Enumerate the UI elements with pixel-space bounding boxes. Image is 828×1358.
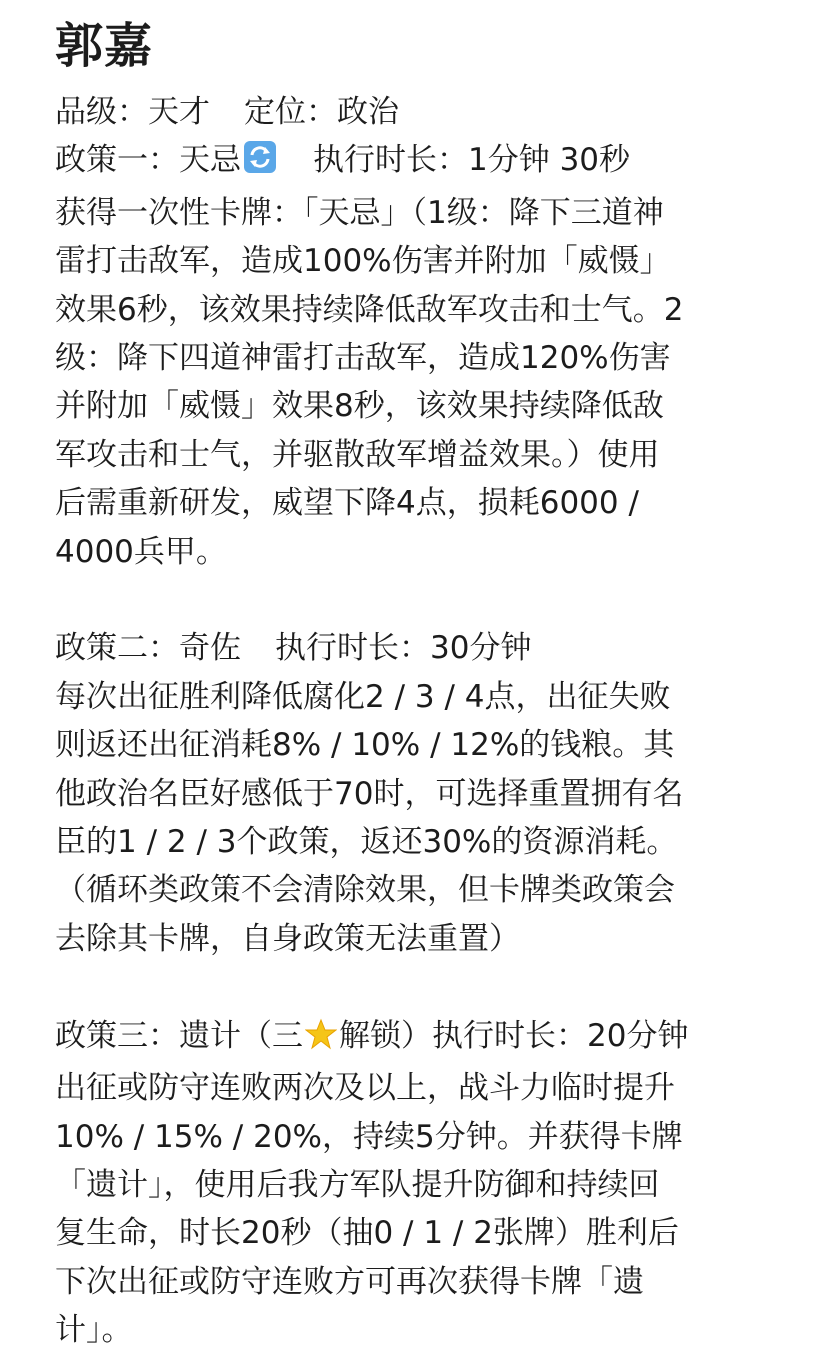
policy1-line: 军攻击和士气，并驱散敌军增益效果。）使用 — [55, 436, 660, 473]
policy2-line: 他政治名臣好感低于70时，可选择重置拥有名 — [55, 775, 684, 812]
page-title: 郭嘉 — [55, 18, 154, 74]
policy3-header — [55, 1012, 798, 1064]
policy1-line: 效果6秒，该效果持续降低敌军攻击和士气。2 — [55, 291, 684, 328]
policy3-line: 10% / 15% / 20%，持续5分钟。并获得卡牌 — [55, 1118, 683, 1155]
policy3-name-prefix: 政策三：遗计（三 — [55, 1017, 303, 1054]
policy2-duration: 执行时长：30分钟 — [275, 630, 532, 667]
grade-text: 品级：天才 — [55, 94, 210, 130]
policy2-name: 政策二：奇佐 — [55, 630, 241, 667]
policy1-line: 雷打击敌军，造成100%伤害并附加「威慑」 — [55, 243, 671, 280]
policy3-name-suffix: 解锁）执行时长：20分钟 — [339, 1017, 689, 1054]
policy1-line: 后需重新研发，威望下降4点，损耗6000 / — [55, 485, 639, 522]
cycle-arrows-icon — [243, 140, 277, 188]
star-icon — [305, 1016, 337, 1064]
position-text: 定位：政治 — [244, 94, 399, 130]
policy2-line: 臣的1 / 2 / 3个政策，返还30%的资源消耗。 — [55, 824, 678, 861]
paragraph-spacer — [55, 963, 798, 1011]
policy1-line: 获得一次性卡牌：「天忌」（1级：降下三道神 — [55, 194, 664, 231]
policy1-duration: 执行时长：1分钟 30秒 — [313, 142, 631, 179]
policy3-line: 出征或防守连败两次及以上，战斗力临时提升 — [55, 1070, 675, 1107]
policy1-line: 4000兵甲。 — [55, 533, 227, 570]
policy1-header — [55, 136, 798, 188]
policy1-line: 并附加「威慑」效果8秒，该效果持续降低敌 — [55, 388, 664, 425]
meta-line — [55, 88, 798, 136]
policy2-line: 每次出征胜利降低腐化2 / 3 / 4点，出征失败 — [55, 678, 671, 715]
policy2-line: （循环类政策不会清除效果，但卡牌类政策会 — [55, 872, 675, 909]
paragraph-spacer — [55, 576, 798, 624]
policy3-line: 下次出征或防守连败方可再次获得卡牌「遗 — [55, 1263, 644, 1300]
policy2-line: 去除其卡牌，自身政策无法重置） — [55, 920, 520, 957]
policy3-line: 计」。 — [55, 1312, 133, 1349]
policy2-line: 则返还出征消耗8% / 10% / 12%的钱粮。其 — [55, 727, 675, 764]
policy3-line: 复生命，时长20秒（抽0 / 1 / 2张牌）胜利后 — [55, 1215, 679, 1252]
policy2-header — [55, 624, 798, 672]
policy1-line: 级：降下四道神雷打击敌军，造成120%伤害 — [55, 340, 671, 377]
policy3-line: 「遗计」，使用后我方军队提升防御和持续回 — [55, 1166, 660, 1203]
policy1-name: 政策一：天忌 — [55, 142, 241, 179]
